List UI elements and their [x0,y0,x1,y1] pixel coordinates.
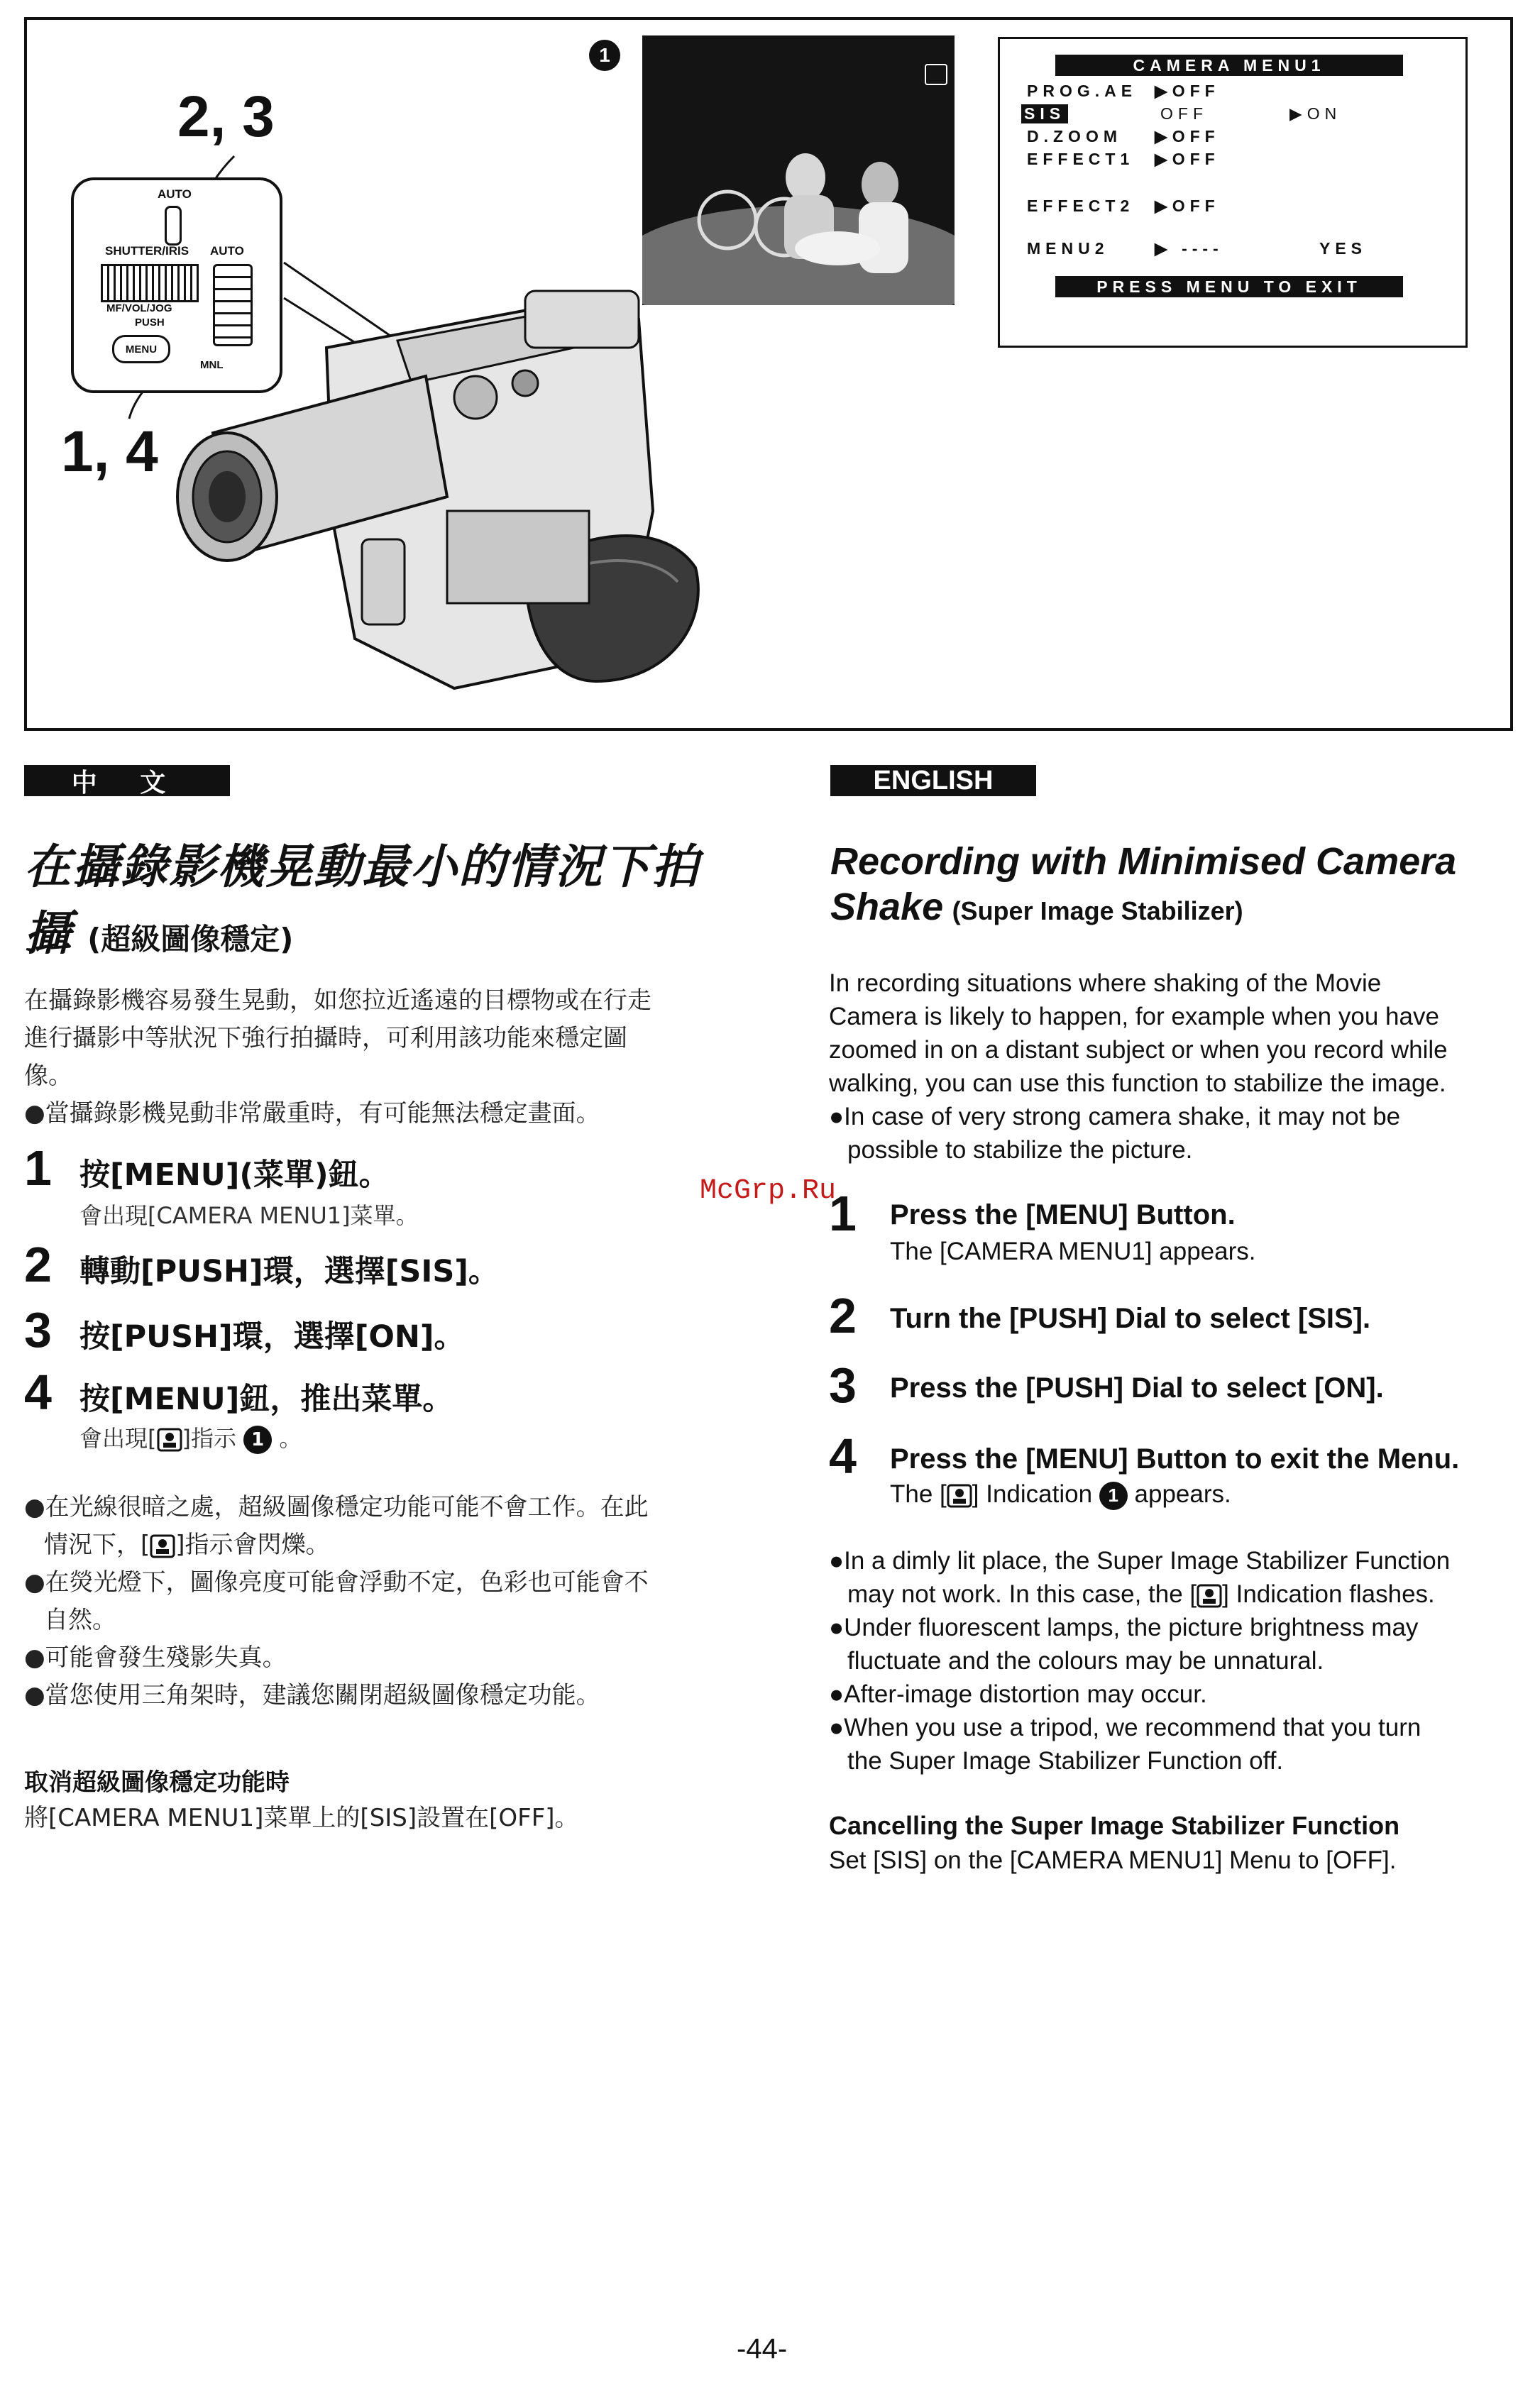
sub-part: appears. [1134,1480,1231,1508]
sis-icon [947,1484,972,1508]
english-intro-line: Camera is likely to happen, for example when you have [829,1003,1439,1030]
menu-row-label-selected: SIS [1021,104,1068,123]
chinese-intro-line: 在攝錄影機容易發生晃動，如您拉近遙遠的目標物或在行走 [24,986,651,1015]
chinese-cancel-body: 將[CAMERA MENU1]菜單上的[SIS]設置在[OFF]。 [24,1804,579,1832]
menu-row-value: ▶ ---- [1155,239,1223,258]
english-note: ●When you use a tripod, we recommend that you turn [829,1714,1421,1741]
chinese-note: ●在熒光燈下，圖像亮度可能會浮動不定，色彩也可能會不 [24,1568,649,1597]
chinese-step-number: 4 [24,1365,52,1420]
indication-marker-inline: 1 [1099,1482,1128,1510]
camera-menu-screen [998,37,1468,348]
control-panel-inset [71,177,282,393]
english-intro-line: walking, you can use this function to stabilize the image. [829,1069,1446,1097]
menu-row-option: ▶ON [1289,104,1342,123]
chinese-section-tab: 中 文 [24,765,230,796]
sis-icon [150,1534,175,1558]
menu-row-label: MENU2 [1027,239,1109,258]
menu-row-value: ▶OFF [1155,150,1220,168]
menu-row-value: ▶OFF [1155,197,1220,215]
menu-row-label: PROG.AE [1027,82,1138,100]
english-subtitle: (Super Image Stabilizer) [952,896,1243,925]
picnic-scene-photo [642,35,955,305]
auto-mnl-label: AUTO [210,244,244,258]
chinese-step-text: 按[MENU](菜單)鈕。 [79,1157,390,1193]
sis-icon [1197,1584,1222,1608]
chinese-intro-line: 進行攝影中等狀況下強行拍攝時，可利用該功能來穩定圖 [24,1024,627,1052]
english-note: ●Under fluorescent lamps, the picture brightness may [829,1614,1419,1641]
menu-row-value: ▶OFF [1155,127,1220,145]
auto-label: AUTO [158,187,192,201]
chinese-step-number: 2 [24,1237,52,1292]
english-note: ●In a dimly lit place, the Super Image Stabilizer Function [829,1547,1451,1575]
menu-header: CAMERA MENU1 [1055,55,1403,76]
english-intro-line: In recording situations where shaking of the Movie [829,969,1382,997]
callout-steps-2-3: 2, 3 [177,84,275,149]
auto-slot [165,206,182,246]
mf-vol-jog-label: MF/VOL/JOG [106,302,172,314]
english-step-sub: The [CAMERA MENU1] appears. [890,1238,1256,1265]
english-step-text: Press the [MENU] Button to exit the Menu. [890,1443,1460,1475]
chinese-note: 自然。 [44,1606,116,1634]
chinese-step-number: 1 [24,1140,52,1196]
sub-part: The [ [890,1480,947,1508]
viewfinder-photo [642,35,955,305]
chinese-step-number: 3 [24,1302,52,1358]
chinese-subtitle: (超級圖像穩定) [87,922,294,957]
chinese-title: 在攝錄影機晃動最小的情況下拍 [24,839,700,894]
english-step-number: 2 [829,1288,857,1343]
sis-indication-icon [925,64,947,85]
english-title-line2 [830,884,1243,930]
mnl-label: MNL [200,359,224,371]
chinese-intro-line: 像。 [24,1062,72,1090]
english-section-tab: ENGLISH [830,765,1036,796]
sis-icon [157,1428,182,1452]
english-step-text: Turn the [PUSH] Dial to select [SIS]. [890,1303,1371,1334]
english-intro-bullet-cont: possible to stabilize the picture. [847,1136,1193,1164]
sub-part: 會出現[ [79,1425,157,1452]
english-cancel-body: Set [SIS] on the [CAMERA MENU1] Menu to [OFF]. [829,1846,1397,1874]
menu-footer: PRESS MENU TO EXIT [1055,276,1403,297]
page-number: -44- [737,2333,788,2364]
chinese-intro-bullet: ●當攝錄影機晃動非常嚴重時，有可能無法穩定畫面。 [24,1099,600,1128]
english-note: fluctuate and the colours may be unnatural. [847,1647,1324,1675]
english-intro-line: zoomed in on a distant subject or when you record while [829,1036,1448,1064]
menu-row-label: D.ZOOM [1027,127,1122,145]
english-step-sub [890,1480,1231,1510]
sub-part: ]指示 [182,1425,236,1452]
note-part: 情況下，[ [44,1531,150,1559]
chinese-step-sub [79,1421,302,1454]
sub-part: ] Indication [972,1480,1093,1508]
menu-row-label: EFFECT1 [1027,150,1135,168]
menu-button[interactable]: MENU [112,335,170,363]
english-step-text: Press the [MENU] Button. [890,1199,1236,1230]
english-step-number: 4 [829,1428,857,1484]
note-part: ]指示會閃爍。 [175,1531,330,1559]
push-label: PUSH [135,316,165,329]
indication-marker: 1 [589,40,620,71]
menu-row-value: ▶OFF [1155,82,1220,100]
english-title-cont: Shake [830,886,944,928]
english-cancel-heading: Cancelling the Super Image Stabilizer Function [829,1811,1400,1840]
chinese-step-text: 按[PUSH]環，選擇[ON]。 [79,1319,465,1355]
push-dial[interactable] [101,264,199,302]
note-part: ] Indication flashes. [1222,1580,1435,1608]
chinese-note: ●當您使用三角架時，建議您關閉超級圖像穩定功能。 [24,1681,600,1709]
sub-part: 。 [279,1425,302,1452]
english-step-text: Press the [PUSH] Dial to select [ON]. [890,1372,1384,1404]
english-note [847,1577,1435,1611]
english-title: Recording with Minimised Camera [830,840,1457,883]
english-step-number: 3 [829,1358,857,1413]
menu-row-value: OFF [1160,104,1208,123]
callout-steps-1-4: 1, 4 [61,419,158,484]
indication-marker-inline: 1 [243,1426,272,1454]
english-intro-bullet: ●In case of very strong camera shake, it may not be [829,1103,1401,1130]
english-note: the Super Image Stabilizer Function off. [847,1747,1284,1775]
english-note: ●After-image distortion may occur. [829,1680,1207,1708]
chinese-step-text: 轉動[PUSH]環，選擇[SIS]。 [79,1254,499,1289]
chinese-title-line2 [24,896,294,963]
chinese-cancel-heading: 取消超級圖像穩定功能時 [24,1768,290,1797]
chinese-note: ●在光線很暗之處，超級圖像穩定功能可能不會工作。在此 [24,1493,649,1521]
menu-row-label: EFFECT2 [1027,197,1135,215]
auto-mnl-switch[interactable] [213,264,253,346]
english-step-number: 1 [829,1186,857,1241]
chinese-note [44,1526,330,1564]
shutter-iris-label: SHUTTER/IRIS [105,244,189,258]
note-part: may not work. In this case, the [ [847,1580,1197,1608]
watermark-text: McGrp.Ru [700,1175,837,1207]
chinese-note: ●可能會發生殘影失真。 [24,1643,287,1672]
chinese-step-sub: 會出現[CAMERA MENU1]菜單。 [79,1202,419,1229]
chinese-title-cont: 攝 [24,906,72,961]
chinese-step-text: 按[MENU]鈕，推出菜單。 [79,1382,453,1417]
menu-row-option: YES [1319,239,1368,258]
